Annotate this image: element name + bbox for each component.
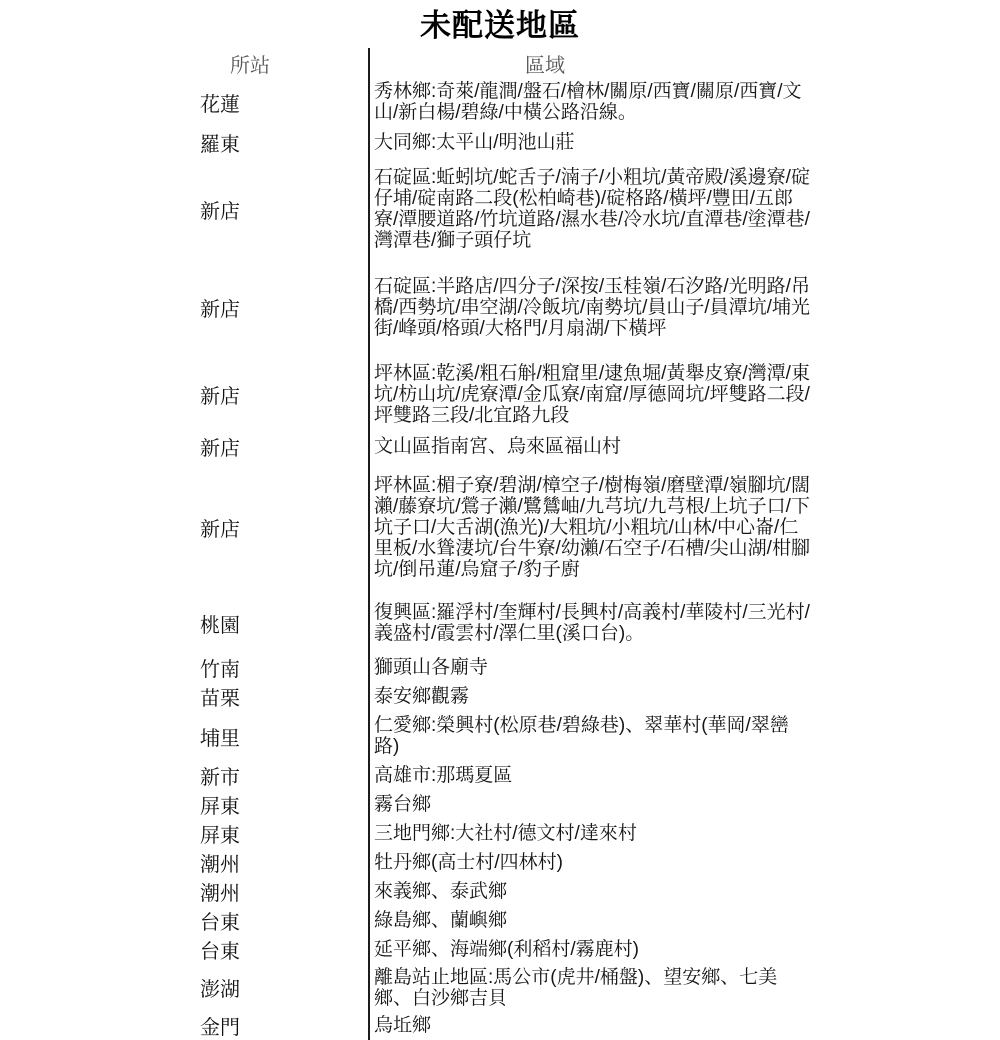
station-cell: 竹南 <box>200 659 240 681</box>
table-row <box>0 711 1000 761</box>
station-cell: 金門 <box>200 1017 240 1039</box>
region-cell: 延平鄉、海端鄉(利稻村/霧鹿村) <box>368 935 814 964</box>
region-cell: 石碇區:蚯蚓坑/蛇舌子/湳子/小粗坑/黃帝殿/溪邊寮/碇仔埔/碇南路二段(松柏崎巷)/碇格路/橫坪/豐田/五郎寮/潭腰道路/竹坑道路/濕水巷/冷水坑/直潭巷/塗潭巷/灣潭巷/獅子頭仔坑 <box>368 159 814 259</box>
station-cell: 屏東 <box>200 796 240 818</box>
table-row <box>0 906 1000 935</box>
region-cell: 坪林區:乾溪/粗石斛/粗窟里/逮魚堀/黃舉皮寮/灣潭/東坑/枋山坑/虎寮潭/金瓜寮/南窟/厚德岡坑/坪雙路二段/坪雙路三段/北宜路九段 <box>368 356 814 432</box>
page-title: 未配送地區 <box>420 8 580 43</box>
table-row <box>0 432 1000 461</box>
station-cell: 潮州 <box>200 883 240 905</box>
undelivered-areas-table <box>0 48 1000 1040</box>
table-body <box>0 78 1000 1040</box>
table-row <box>0 159 1000 259</box>
table-row <box>0 78 1000 126</box>
station-cell: 羅東 <box>200 134 240 156</box>
table-row <box>0 819 1000 848</box>
region-cell: 仁愛鄉:榮興村(松原巷/碧綠巷)、翠華村(華岡/翠巒路) <box>368 711 814 761</box>
region-cell: 坪林區:楣子寮/碧湖/樟空子/樹梅嶺/磨壁潭/嶺腳坑/闊瀨/藤寮坑/鶯子瀨/鷺鷥岫/九芎坑/九芎根/上坑子口/下坑子口/大舌湖(漁光)/大粗坑/小粗坑/山林/中心崙/仁里板/水聳淒坑/台牛寮/幼瀨/石空子/石槽/尖山湖/柑腳坑/倒吊蓮/烏窟子/豹子廚 <box>368 461 814 593</box>
station-cell: 新店 <box>200 518 240 541</box>
table-row <box>0 682 1000 711</box>
region-cell: 綠島鄉、蘭嶼鄉 <box>368 906 814 935</box>
table-row <box>0 356 1000 432</box>
table-row <box>0 877 1000 906</box>
region-cell: 來義鄉、泰武鄉 <box>368 877 814 906</box>
station-cell: 新店 <box>200 299 240 321</box>
table-row <box>0 964 1000 1011</box>
column-header-region: 區域 <box>368 48 814 78</box>
region-cell: 秀林鄉:奇萊/龍澗/盤石/檜林/關原/西寶/關原/西寶/文山/新白楊/碧綠/中橫公路沿線。 <box>368 78 814 126</box>
table-row <box>0 126 1000 159</box>
station-cell: 埔里 <box>200 727 240 750</box>
station-cell: 花蓮 <box>200 93 240 116</box>
region-cell: 高雄市:那瑪夏區 <box>368 761 814 790</box>
table-row <box>0 1011 1000 1040</box>
station-cell: 澎湖 <box>200 979 240 1001</box>
station-cell: 新店 <box>200 385 240 408</box>
region-cell: 復興區:羅浮村/奎輝村/長興村/高義村/華陵村/三光村/義盛村/霞雲村/澤仁里(溪口台)。 <box>368 593 814 653</box>
station-cell: 潮州 <box>200 854 240 876</box>
station-cell: 台東 <box>200 912 240 934</box>
table-row <box>0 653 1000 682</box>
region-cell: 牡丹鄉(高士村/四林村) <box>368 848 814 877</box>
table-row <box>0 761 1000 790</box>
station-cell: 屏東 <box>200 825 240 847</box>
region-cell: 石碇區:半路店/四分子/深按/玉桂嶺/石汐路/光明路/吊橋/西勢坑/串空湖/冷飯坑/南勢坑/員山子/員潭坑/埔光街/峰頭/格頭/大格門/月扇湖/下橫坪 <box>368 259 814 356</box>
column-header-station: 所站 <box>230 54 270 77</box>
region-cell: 離島站止地區:馬公市(虎井/桶盤)、望安鄉、七美鄉、白沙鄉吉貝 <box>368 964 814 1011</box>
station-cell: 桃園 <box>200 614 240 637</box>
station-cell: 新店 <box>200 200 240 223</box>
table-row <box>0 259 1000 356</box>
station-cell: 台東 <box>200 941 240 963</box>
region-cell: 三地門鄉:大社村/德文村/達來村 <box>368 819 814 848</box>
table-row <box>0 593 1000 653</box>
table-row <box>0 790 1000 819</box>
table-row <box>0 935 1000 964</box>
table-row <box>0 848 1000 877</box>
region-cell: 泰安鄉觀霧 <box>368 682 814 711</box>
station-cell: 新店 <box>200 438 240 460</box>
table-row <box>0 461 1000 593</box>
table-header-row <box>0 48 1000 78</box>
station-cell: 苗栗 <box>200 688 240 710</box>
region-cell: 文山區指南宮、烏來區福山村 <box>368 432 814 461</box>
station-cell: 新市 <box>200 767 240 789</box>
region-cell: 獅頭山各廟寺 <box>368 653 814 682</box>
region-cell: 大同鄉:太平山/明池山莊 <box>368 126 814 159</box>
region-cell: 霧台鄉 <box>368 790 814 819</box>
region-cell: 烏坵鄉 <box>368 1011 814 1040</box>
